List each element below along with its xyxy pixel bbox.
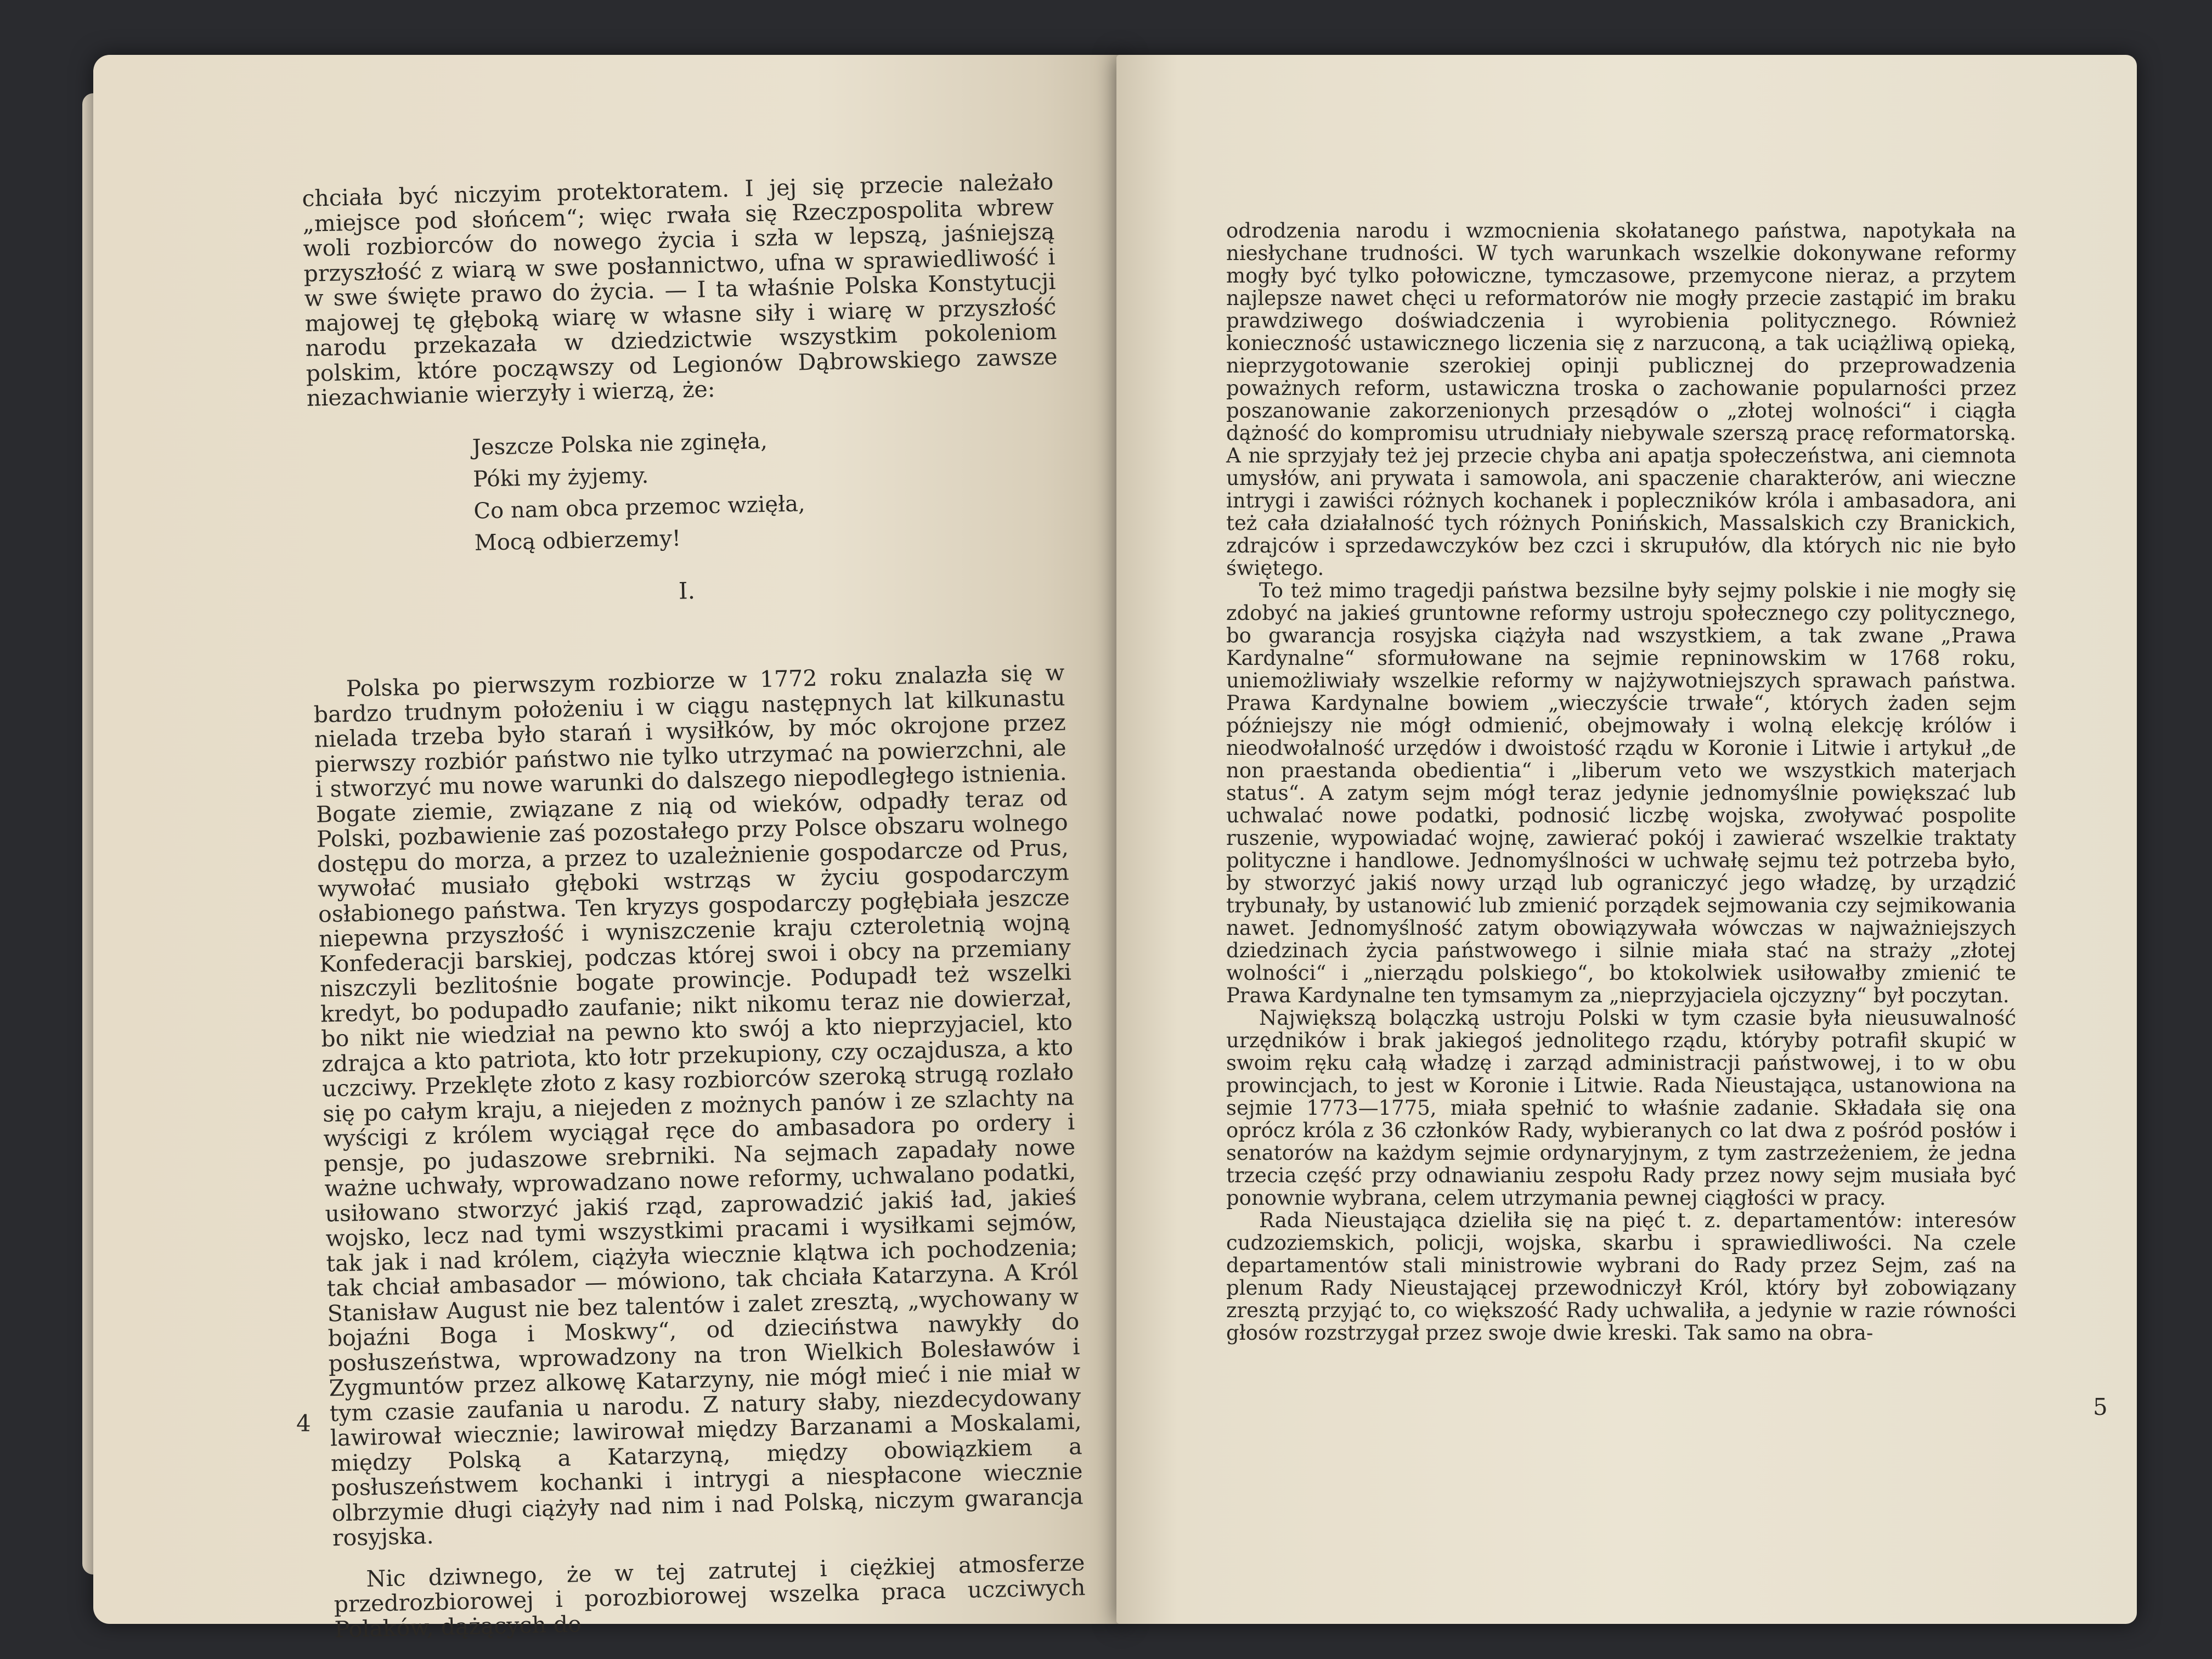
verse-line: Mocą odbierzemy! xyxy=(474,525,681,556)
section-number: I. xyxy=(678,577,696,605)
paragraph: Największą bolączką ustroju Polski w tym czasie była nieusuwalność urzędników i brak jakiegoś jednolitego rządu, któryby potrafił skupić w swoim ręku całą władzę i zarząd administracji państwowej, i to w obu prowincjach, to jest w Koronie i Litwie. Rada Nieustająca, ustanowiona na sejmie 1773—1775, miała spełnić to właśnie zadanie. Składała się ona oprócz króla z 36 członków Rady, wybieranych co lat dwa z pośród posłów i senatorów na każdym sejmie ordynaryjnym, z tym zastrzeżeniem, że jedna trzecia część przy odnawianiu zespołu Rady przez nowy sejm musiała być ponownie wybrana, celem utrzymania pewnej ciągłości w pracy. xyxy=(1226,1006,2016,1210)
paragraph: Polska po pierwszym rozbiorze w 1772 roku znalazła się w bardzo trudnym położeniu i w ciągu następnych lat kilkunastu nielada trzeba było starań i wysiłków, by móc okrojone przez pierwszy rozbiór państwo nie tylko utrzymać na powierzchni, ale i stworzyć mu nowe warunki do dalszego niepodległego istnienia. Bogate ziemie, związane z nią od wieków, odpadły teraz od Polski, pozbawienie zaś pozostałego przy Polsce obszaru wolnego dostępu do morza, a przez to uzależnienie gospodarcze od Prus, wywołać musiało głęboki wstrząs w życiu gospodarczym osłabionego państwa. Ten kryzys gospodarczy pogłębiała jeszcze niepewna przyszłość i wyniszczenie kraju czteroletnią wojną Konfederacji barskiej, podczas której swoi i obcy na przemiany niszczyli bezlitośnie bogate prowincje. Podupadł też wszelki kredyt, bo podupadło zaufanie; nikt nikomu teraz nie dowierzał, bo nikt nie wiedział na pewno kto swój a kto nieprzyjaciel, kto zdrajca a kto patriota, kto łotr przekupiony, czy oczajdusza, a kto uczciwy. Przeklęte złoto z kasy rozbiorców szeroką strugą rozlało się po całym kraju, a niejeden z możnych panów i ze szlachty na wyścigi z królem wyciągał ręce do ambasadora po ordery i pensje, po judaszowe srebrniki. Na sejmach zapadały nowe ważne uchwały, wprowadzano nowe reformy, uchwalano podatki, usiłowano stworzyć jakiś rząd, zaprowadzić jakiś ład, jakieś wojsko, lecz nad tymi wszystkimi pracami i wysiłkami sejmów, tak jak i nad królem, ciążyła wiecznie klątwa ich pochodzenia; tak chciał ambasador — mówiono, tak chciała Katarzyna. A Król Stanisław August nie bez talentów i zalet zresztą, „wychowany w bojaźni Boga i Moskwy“, od dzieciństwa nawykły do posłuszeństwa, wprowadzony na tron Wielkich Bolesławów i Zygmuntów przez alkowę Katarzyny, nie mógł mieć i nie miał w tym czasie zaufania u narodu. Z natury słaby, niezdecydowany lawirował wiecznie; lawirował między Barzanami a Moskalami, między Polską a Katarzyną, między obowiązkiem a posłuszeństwem kochanki i intrygi a niespłacone wiecznie olbrzymie długi ciążyły nad nim i nad Polską, niczym gwarancja rosyjska. xyxy=(313,659,1084,1551)
paragraph: odrodzenia narodu i wzmocnienia skołatanego państwa, napotykała na niesłychane trudności. W tych warunkach wszelkie dokonywane reformy mogły być tylko połowiczne, tymczasowe, przemycone nieraz, a przytem najlepsze nawet chęci u reformatorów nie mogły przecie zastąpić im braku prawdziwego doświadczenia i wyrobienia politycznego. Również konieczność ustawicznego liczenia się z narzuconą, a tak uciążliwą opieką, nieprzygotowanie szerokiej opinji publicznej do przeprowadzenia poważnych reform, ustawiczna troska o zachowanie popularności przez poszanowanie zakorzenionych przesądów o „złotej wolności“ i ciągła dążność do kompromisu utrudniały niebywale szerszą pracę reformatorską. A nie sprzyjały też jej przecie chyba ani apatja społeczeństwa, ani ciemnota umysłów, ani prywata i samowola, ani spaczenie charakterów, ani wieczne intrygi i zawiści różnych kochanek i popleczników króla i ambasadora, ani też cała działalność tych różnych Ponińskich, Massalskich czy Branickich, zdrajców i sprzedawczyków bez czci i skrupułów, dla których nic nie było świętego. xyxy=(1226,219,2016,580)
paragraph: Nic dziwnego, że w tej zatrutej i ciężkiej atmosferze przedrozbiorowej i porozbiorowej wszelka praca uczciwych Polaków, dążących do xyxy=(334,1549,1086,1643)
left-page-text xyxy=(302,170,1086,1642)
left-page xyxy=(93,55,1125,1643)
verse-line: Co nam obca przemoc wzięła, xyxy=(473,490,806,524)
paragraph: To też mimo tragedji państwa bezsilne były sejmy polskie i nie mogły się zdobyć na jakieś gruntowne reformy ustroju społecznego czy politycznego, bo gwarancja rosyjska ciążyła nad wszystkiem, a tak zwane „Prawa Kardynalne“ sformułowane na sejmie repninowskim w 1768 roku, uniemożliwiały wszelkie reformy w najżywotniejszych sprawach państwa. Prawa Kardynalne bowiem „wieczyście trwałe“, których żaden sejm późniejszy nie mógł odmienić, obejmowały i wolną elekcję królów i nieodwołalność urzędów i dwoistość rządu w Koronie i Litwie i artykuł „de non praestanda obedientia“ i „liberum veto we wszystkich materjach status“. A zatym sejm mógł teraz jedynie jednomyślnie powiększać lub uchwalać nowe podatki, podnosić liczbę wojska, zwoływać pospolite ruszenie, wypowiadać wojnę, zawierać pokój i zawierać wszelkie traktaty polityczne i handlowe. Jednomyślności w uchwałę sejmu też potrzeba było, by stworzyć jakiś nowy urząd lub ograniczyć jego władzę, by urządzić trybunały, by ustanowić lub zmienić porządek sejmowania czy sejmikowania nawet. Jednomyślność zatym obowiązywała wówczas w najważniejszych dziedzinach życia państwowego i silnie miała stać na straży „złotej wolności“ i „nierządu polskiego“, bo ktokolwiek usiłowałby zmienić te Prawa Kardynalne ten tymsamym za „nieprzyjaciela ojczyzny“ był poczytan. xyxy=(1226,579,2016,1007)
verse-line: Jeszcze Polska nie zginęła, xyxy=(472,428,768,460)
opening-paragraph: chciała być niczyim protektoratem. I jej się przecie należało „miejsce pod słońcem“; więc rwała się Rzeczpospolita wbrew woli rozbiorców do nowego życia i szła w lepszą, jaśniejszą przyszłość z wiarą w swe posłannictwo, ufna w sprawiedliwość i w swe święte prawo do życia. — I ta właśnie Polska Konstytucji majowej tę głęboką wiarę w własne siły i wiarę w przyszłość narodu przekazała w dziedzictwie wszystkim pokoleniom polskim, które począwszy od Legionów Dąbrowskiego zawsze niezachwianie wierzyły i wierzą, że: xyxy=(301,168,1058,411)
page-number-left: 4 xyxy=(296,1410,311,1437)
right-page xyxy=(1116,55,2137,1624)
verse-line: Póki my żyjemy. xyxy=(472,462,649,492)
right-page-text xyxy=(1226,219,2016,1344)
open-booklet xyxy=(82,55,2145,1643)
page-number-right: 5 xyxy=(2093,1393,2108,1420)
paragraph: Rada Nieustająca dzieliła się na pięć t. z. departamentów: interesów cudzoziemskich, policji, wojska, skarbu i sprawiedliwości. Na czele departamentów stali ministrowie wybrani do Rady przez Sejm, zaś na plenum Rady Nieustającej przewodniczył Król, który był zobowiązany zresztą przyjąć to, co większość Rady uchwaliła, a jedynie w razie równości głosów rozstrzygał przez swoje dwie kreski. Tak samo na obra- xyxy=(1226,1209,2016,1345)
anthem-verse xyxy=(472,418,1062,558)
